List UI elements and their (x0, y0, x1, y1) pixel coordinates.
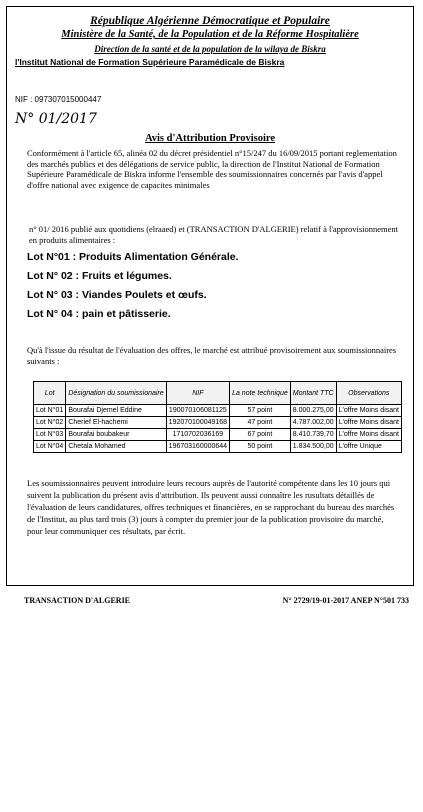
cell-note: 50 point (230, 441, 291, 453)
header-republic: République Algérienne Démocratique et Populaire (90, 15, 330, 27)
table-row (34, 417, 402, 429)
cell-observation: L'offre Moins disant (336, 429, 401, 441)
col-header-note: La note technique (230, 382, 291, 405)
notice-title: Avis d'Attribution Provisoire (144, 133, 276, 144)
col-header-lot: Lot (34, 382, 66, 405)
paragraph-publication: n° 01/ 2016 publié aux quotidiens (elraaed) et (TRANSACTION D'ALGERIE) relatif à l'approvisionnement en produits alimentaires : (29, 224, 399, 245)
cell-montant: 8.000.275,00 (290, 405, 336, 417)
table-row (34, 441, 402, 453)
col-header-observations: Observations (336, 382, 401, 405)
col-header-nif: NIF (166, 382, 229, 405)
lot-item-03: Lot N° 03 : Viandes Poulets et œufs. (27, 289, 207, 301)
header-institute: l'Institut National de Formation Supérieure Paramédicale de Biskra (15, 57, 285, 67)
header-ministry: Ministère de la Santé, de la Population et de la Réforme Hospitalière (61, 29, 359, 40)
cell-soumissionaire: Chetala Mohamed (66, 441, 166, 453)
header-direction: Direction de la santé et de la population de la wilaya de Biskra (94, 44, 326, 54)
cell-nif: 190070106081125 (166, 405, 229, 417)
cell-note: 57 point (230, 405, 291, 417)
handwritten-reference: N° 01/2017 (15, 111, 97, 127)
cell-montant: 8.410.739,70 (290, 429, 336, 441)
lot-item-04: Lot N° 04 : pain et pâtisserie. (27, 308, 171, 320)
cell-nif: 1710702036169 (166, 429, 229, 441)
lot-item-02: Lot N° 02 : Fruits et légumes. (27, 270, 172, 282)
col-header-montant: Montant TTC (290, 382, 336, 405)
cell-lot: Lot N°02 (34, 417, 66, 429)
cell-lot: Lot N°03 (34, 429, 66, 441)
col-header-soumissionaire: Désignation du soumissionaire (66, 382, 166, 405)
lot-item-01: Lot N°01 : Produits Alimentation Générale. (27, 251, 239, 263)
cell-observation: L'offre Moins disant (336, 405, 401, 417)
cell-note: 67 point (230, 429, 291, 441)
cell-montant: 4.787.002,00 (290, 417, 336, 429)
paragraph-recours: Les soumissionnaires peuvent introduire leurs recours auprès de l'autorité compétente dans les 10 jours qui suivent la publication du présent avis d'attribution. Ils peuvent aussi connaître les rusultats détaillés de l'évaluation de leurs candidatures, offres techniques et financières, en se rapprochant du bureau des marchés de l'Institut, au plus tard trois (3) jours à compter du premier jour de la publication provisoire du marché, pour leur communiquer ces résultats, par écrit. (27, 478, 395, 536)
table-row (34, 429, 402, 441)
footer-anep-reference: N° 2729/19-01-2017 ANEP N°501 733 (282, 596, 409, 605)
cell-observation: L'offre Unique (336, 441, 401, 453)
results-table (33, 381, 402, 453)
cell-nif: 196703160000644 (166, 441, 229, 453)
nif-number: NIF : 097307015000447 (15, 95, 102, 104)
paragraph-conformement: Conformément à l'article 65, alinéa 02 du décret présidentiel n°15/247 du 16/09/2015 portant reglementation des marchés publics et des délégations de service public, la direction de l'Institut National de Formation Supérieure Paramédicale de Biskra informe l'ensemble des soumissionnaires concernés par l'avis d'appel d'offre national avec exigence de capacites minimales (27, 148, 397, 190)
cell-soumissionaire: Cherief El-hachemi (66, 417, 166, 429)
paragraph-resultat: Qu'à l'issue du résultat de l'évaluation des offres, le marché est attribué provisoirement aux soumissionnaires suivants : (27, 345, 397, 366)
cell-nif: 192070100049168 (166, 417, 229, 429)
cell-observation: L'offre Moins disant (336, 417, 401, 429)
footer-newspaper: TRANSACTION D'ALGERIE (24, 596, 131, 605)
table-header-row (34, 382, 402, 405)
cell-montant: 1.834.500,00 (290, 441, 336, 453)
notice-frame (6, 6, 414, 586)
cell-note: 47 point (230, 417, 291, 429)
table-row (34, 405, 402, 417)
cell-lot: Lot N°01 (34, 405, 66, 417)
cell-soumissionaire: Bourafai boubakeur (66, 429, 166, 441)
cell-lot: Lot N°04 (34, 441, 66, 453)
cell-soumissionaire: Bourafai Djemel Eddine (66, 405, 166, 417)
